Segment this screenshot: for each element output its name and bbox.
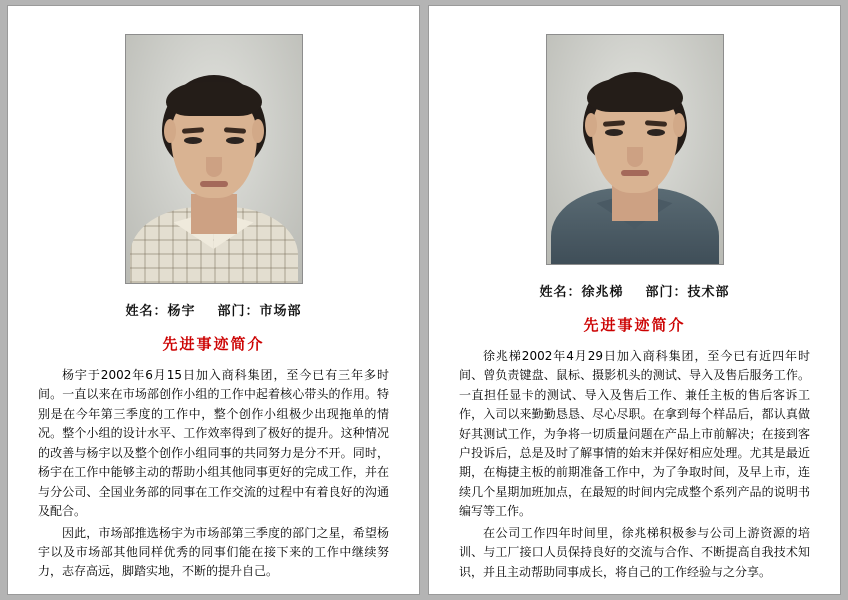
- photo-eye-left: [184, 137, 202, 144]
- section-heading: 先进事迹简介: [583, 315, 686, 334]
- photo-ear-right: [673, 113, 685, 137]
- paragraph: 徐兆梯2002年4月29日加入商科集团，至今已有近四年时间、曾负责键盘、鼠标、摄影机头的测试、导入及售后服务工作。一直担任显卡的测试、导入及售后工作、兼任主板的售后客诉工作，入司以来勤勤恳恳、尽心尽职。在拿到每个样品后，都认真做好其测试工作，为争将一切质量问题在产品上市前解决；在接到客户投诉后，总是及时了解事情的始末并保好相应处理。尤其是最近期，在梅捷主板的前期准备工作中，为了争取时间，及早上市，连续几个星期加班加点，在最短的时间内完成整个系列产品的说明书编写等工作。: [459, 348, 810, 519]
- photo-eye-right: [647, 129, 665, 136]
- portrait-photo-right: [546, 34, 724, 265]
- photo-nose: [627, 147, 643, 167]
- photo-mouth: [621, 170, 649, 176]
- photo-ear-left: [164, 119, 176, 143]
- portrait-photo-left: [125, 34, 303, 284]
- photo-mouth: [200, 181, 228, 187]
- paragraph: 在公司工作四年时间里，徐兆梯积极参与公司上游资源的培训、与工厂接口人员保持良好的交流与合作、不断提高自我技术知识，并且主动帮助同事成长，将自己的工作经验与之分享。: [459, 525, 810, 579]
- paragraph: 杨宇于2002年6月15日加入商科集团，至今已有三年多时间。一直以来在市场部创作小组的工作中起着核心带头的作用。特别是在今年第三季度的工作中，整个创作小组极少出现拖单的情况。整个小组的设计水平、工作效率得到了极好的提升。这种情况的改善与杨宇以及整个创作小组同事的共同努力是分不开。同时，杨宇在工作中能够主动的帮助小组其他同事更好的完成工作，并在与分公司、全国业务部的同事在工作交流的过程中有着良好的沟通及配合。: [38, 368, 389, 519]
- page-right: [429, 6, 840, 594]
- photo-ear-right: [252, 119, 264, 143]
- photo-fringe: [587, 78, 683, 112]
- paragraph: 因此，市场部推选杨宇为市场部第三季度的部门之星，希望杨宇以及市场部其他同样优秀的同事们能在接下来的工作中继续努力，志存高远，脚踏实地，不断的提升自己。: [38, 525, 389, 579]
- photo-ear-left: [585, 113, 597, 137]
- article-body-right: [459, 347, 810, 584]
- person-caption: 姓名：杨宇 部门：市场部: [125, 304, 302, 319]
- section-heading: 先进事迹简介: [162, 335, 265, 353]
- photo-eye-left: [605, 129, 623, 136]
- photo-nose: [206, 157, 222, 177]
- photo-neck: [191, 194, 237, 234]
- photo-eye-right: [226, 137, 244, 144]
- article-body-left: [38, 366, 389, 584]
- photo-fringe: [166, 82, 262, 116]
- person-caption: 姓名：徐兆梯 部门：技术部: [539, 284, 730, 300]
- page-left: [8, 6, 419, 594]
